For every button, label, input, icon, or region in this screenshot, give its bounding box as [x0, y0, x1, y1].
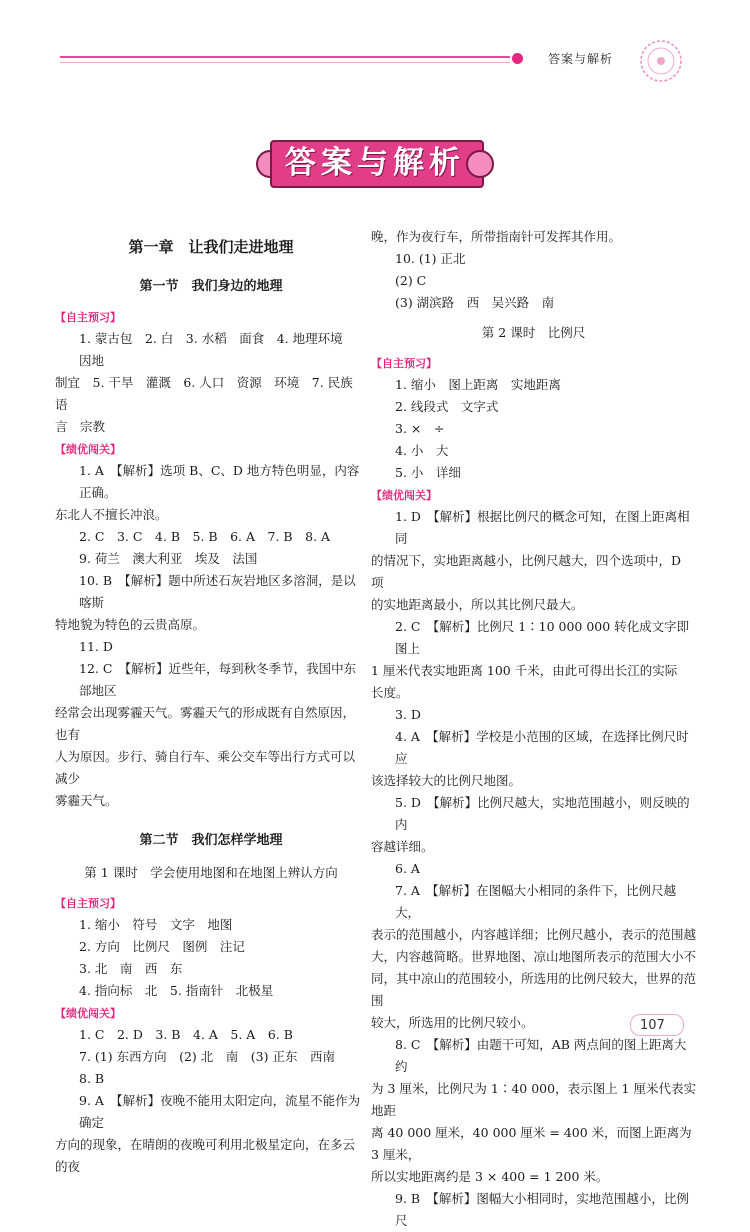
answer-line: 10. B 【解析】题中所述石灰岩地区多溶洞，是以喀斯: [79, 573, 356, 610]
header-rule: [60, 56, 510, 58]
answer-line: 离 40 000 厘米，40 000 厘米 = 400 米，而图上距离为 3 厘米，: [371, 1125, 692, 1162]
header-title: 答案与解析: [548, 52, 614, 66]
answer-line: 7. A 【解析】在图幅大小相同的条件下，比例尺越大，: [395, 883, 677, 920]
answer-line: 晚，作为夜行车，所带指南针可发挥其作用。: [371, 229, 622, 244]
answer-line: 2. C 3. C 4. B 5. B 6. A 7. B 8. A: [79, 529, 331, 544]
tag-self-preview: 【自主预习】: [371, 357, 437, 370]
answer-line: 8. B: [79, 1071, 105, 1086]
answer-line: 经常会出现雾霾天气。雾霾天气的形成既有自然原因，也有: [55, 705, 356, 742]
answer-line: 4. 指向标 北 5. 指南针 北极星: [79, 983, 274, 998]
answer-line: 6. A: [395, 861, 420, 876]
flower-badge-icon: [638, 38, 684, 84]
header-rule-thin: [60, 62, 510, 63]
answer-line: 11. D: [79, 639, 113, 654]
section-2-title: 第二节 我们怎样学地理: [139, 833, 283, 848]
tag-excellence: 【绩优闯关】: [371, 489, 437, 502]
answer-line: 该选择较大的比例尺地图。: [371, 773, 522, 788]
answer-line: 9. A 【解析】夜晚不能用太阳定向，流星不能作为确定: [79, 1093, 361, 1130]
answer-line: 为 3 厘米，比例尺为 1∶40 000，表示图上 1 厘米代表实地距: [371, 1081, 696, 1118]
answer-line: 特地貌为特色的云贵高原。: [55, 617, 206, 632]
lesson-2-title: 第 2 课时 比例尺: [481, 325, 586, 340]
answer-line: 10. (1) 正北: [395, 251, 466, 266]
answer-line: 大，内容越简略。世界地图、凉山地图所表示的范围大小不: [371, 949, 697, 964]
left-column: [55, 222, 367, 1178]
answer-banner: [256, 138, 494, 188]
answer-line: 1 厘米代表实地距离 100 千米，由此可得出长江的实际: [371, 663, 678, 678]
answer-line: 1. 缩小 图上距离 实地距离: [395, 377, 561, 392]
answer-line: (3) 湖滨路 西 吴兴路 南: [395, 295, 555, 310]
answer-line: 3. × ÷: [395, 421, 445, 436]
answer-line: 表示的范围越小，内容越详细；比例尺越小，表示的范围越: [371, 927, 697, 942]
answer-line: 2. C 【解析】比例尺 1∶10 000 000 转化成文字即图上: [395, 619, 690, 656]
answer-line: 容越详细。: [371, 839, 434, 854]
answer-line: 所以实地距离约是 3 × 400 = 1 200 米。: [371, 1169, 609, 1184]
answer-line: 的实地距离最小，所以其比例尺最大。: [371, 597, 584, 612]
banner-title: 答案与解析: [285, 145, 465, 181]
answer-line: 的情况下，实地距离越小，比例尺越大，四个选项中，D 项: [371, 553, 682, 590]
answer-line: 8. C 【解析】由题干可知，AB 两点间的图上距离大约: [395, 1037, 687, 1074]
answer-line: 雾霾天气。: [55, 793, 118, 808]
answer-line: 言 宗教: [55, 419, 106, 434]
answer-line: 1. 蒙古包 2. 白 3. 水稻 面食 4. 地理环境 因地: [79, 331, 356, 368]
answer-line: (2) C: [395, 273, 427, 288]
answer-line: 人为原因。步行、骑自行车、乘公交车等出行方式可以减少: [55, 749, 356, 786]
answer-line: 2. 方向 比例尺 图例 注记: [79, 939, 245, 954]
page-header: [0, 0, 750, 90]
answer-line: 东北人不擅长冲浪。: [55, 507, 168, 522]
answer-line: 方向的现象，在晴朗的夜晚可利用北极星定向，在多云的夜: [55, 1137, 356, 1174]
tag-excellence: 【绩优闯关】: [55, 1007, 121, 1020]
section-1-title: 第一节 我们身边的地理: [139, 279, 283, 294]
tag-self-preview: 【自主预习】: [55, 897, 121, 910]
answer-line: 制宜 5. 干旱 灌溉 6. 人口 资源 环境 7. 民族 语: [55, 375, 366, 412]
tag-excellence: 【绩优闯关】: [55, 443, 121, 456]
answer-line: 4. A 【解析】学校是小范围的区域，在选择比例尺时应: [395, 729, 689, 766]
answer-line: 2. 线段式 文字式: [395, 399, 499, 414]
answer-line: 9. 荷兰 澳大利亚 埃及 法国: [79, 551, 258, 566]
header-dot-icon: [512, 53, 523, 64]
answer-line: 长度。: [371, 685, 409, 700]
answer-line: 5. D 【解析】比例尺越大，实地范围越小，则反映的内: [395, 795, 690, 832]
answer-line: 1. 缩小 符号 文字 地图: [79, 917, 233, 932]
right-column: [371, 226, 696, 1232]
answer-line: 5. 小 详细: [395, 465, 461, 480]
answer-line: 12. C 【解析】近些年，每到秋冬季节，我国中东部地区: [79, 661, 357, 698]
answer-line: 1. C 2. D 3. B 4. A 5. A 6. B: [79, 1027, 293, 1042]
answer-line: 3. D: [395, 707, 421, 722]
answer-line: 3. 北 南 西 东: [79, 961, 183, 976]
answer-line: 1. D 【解析】根据比例尺的概念可知，在图上距离相同: [395, 509, 690, 546]
tag-self-preview: 【自主预习】: [55, 311, 121, 324]
answer-line: 4. 小 大: [395, 443, 449, 458]
lesson-1-title: 第 1 课时 学会使用地图和在地图上辨认方向: [84, 865, 338, 880]
page-number: 107: [640, 1018, 665, 1033]
answer-line: 9. B 【解析】图幅大小相同时，实地范围越小，比例尺: [395, 1191, 689, 1228]
answer-line: 1. A 【解析】选项 B、C、D 地方特色明显，内容正确。: [79, 463, 360, 500]
answer-line: 同，其中凉山的范围较小，所选用的比例尺较大，世界的范围: [371, 971, 697, 1008]
chapter-title: 第一章 让我们走进地理: [128, 238, 294, 256]
answer-line: 7. (1) 东西方向 (2) 北 南 (3) 正东 西南: [79, 1049, 335, 1064]
answer-line: 较大，所选用的比例尺较小。: [371, 1015, 534, 1030]
